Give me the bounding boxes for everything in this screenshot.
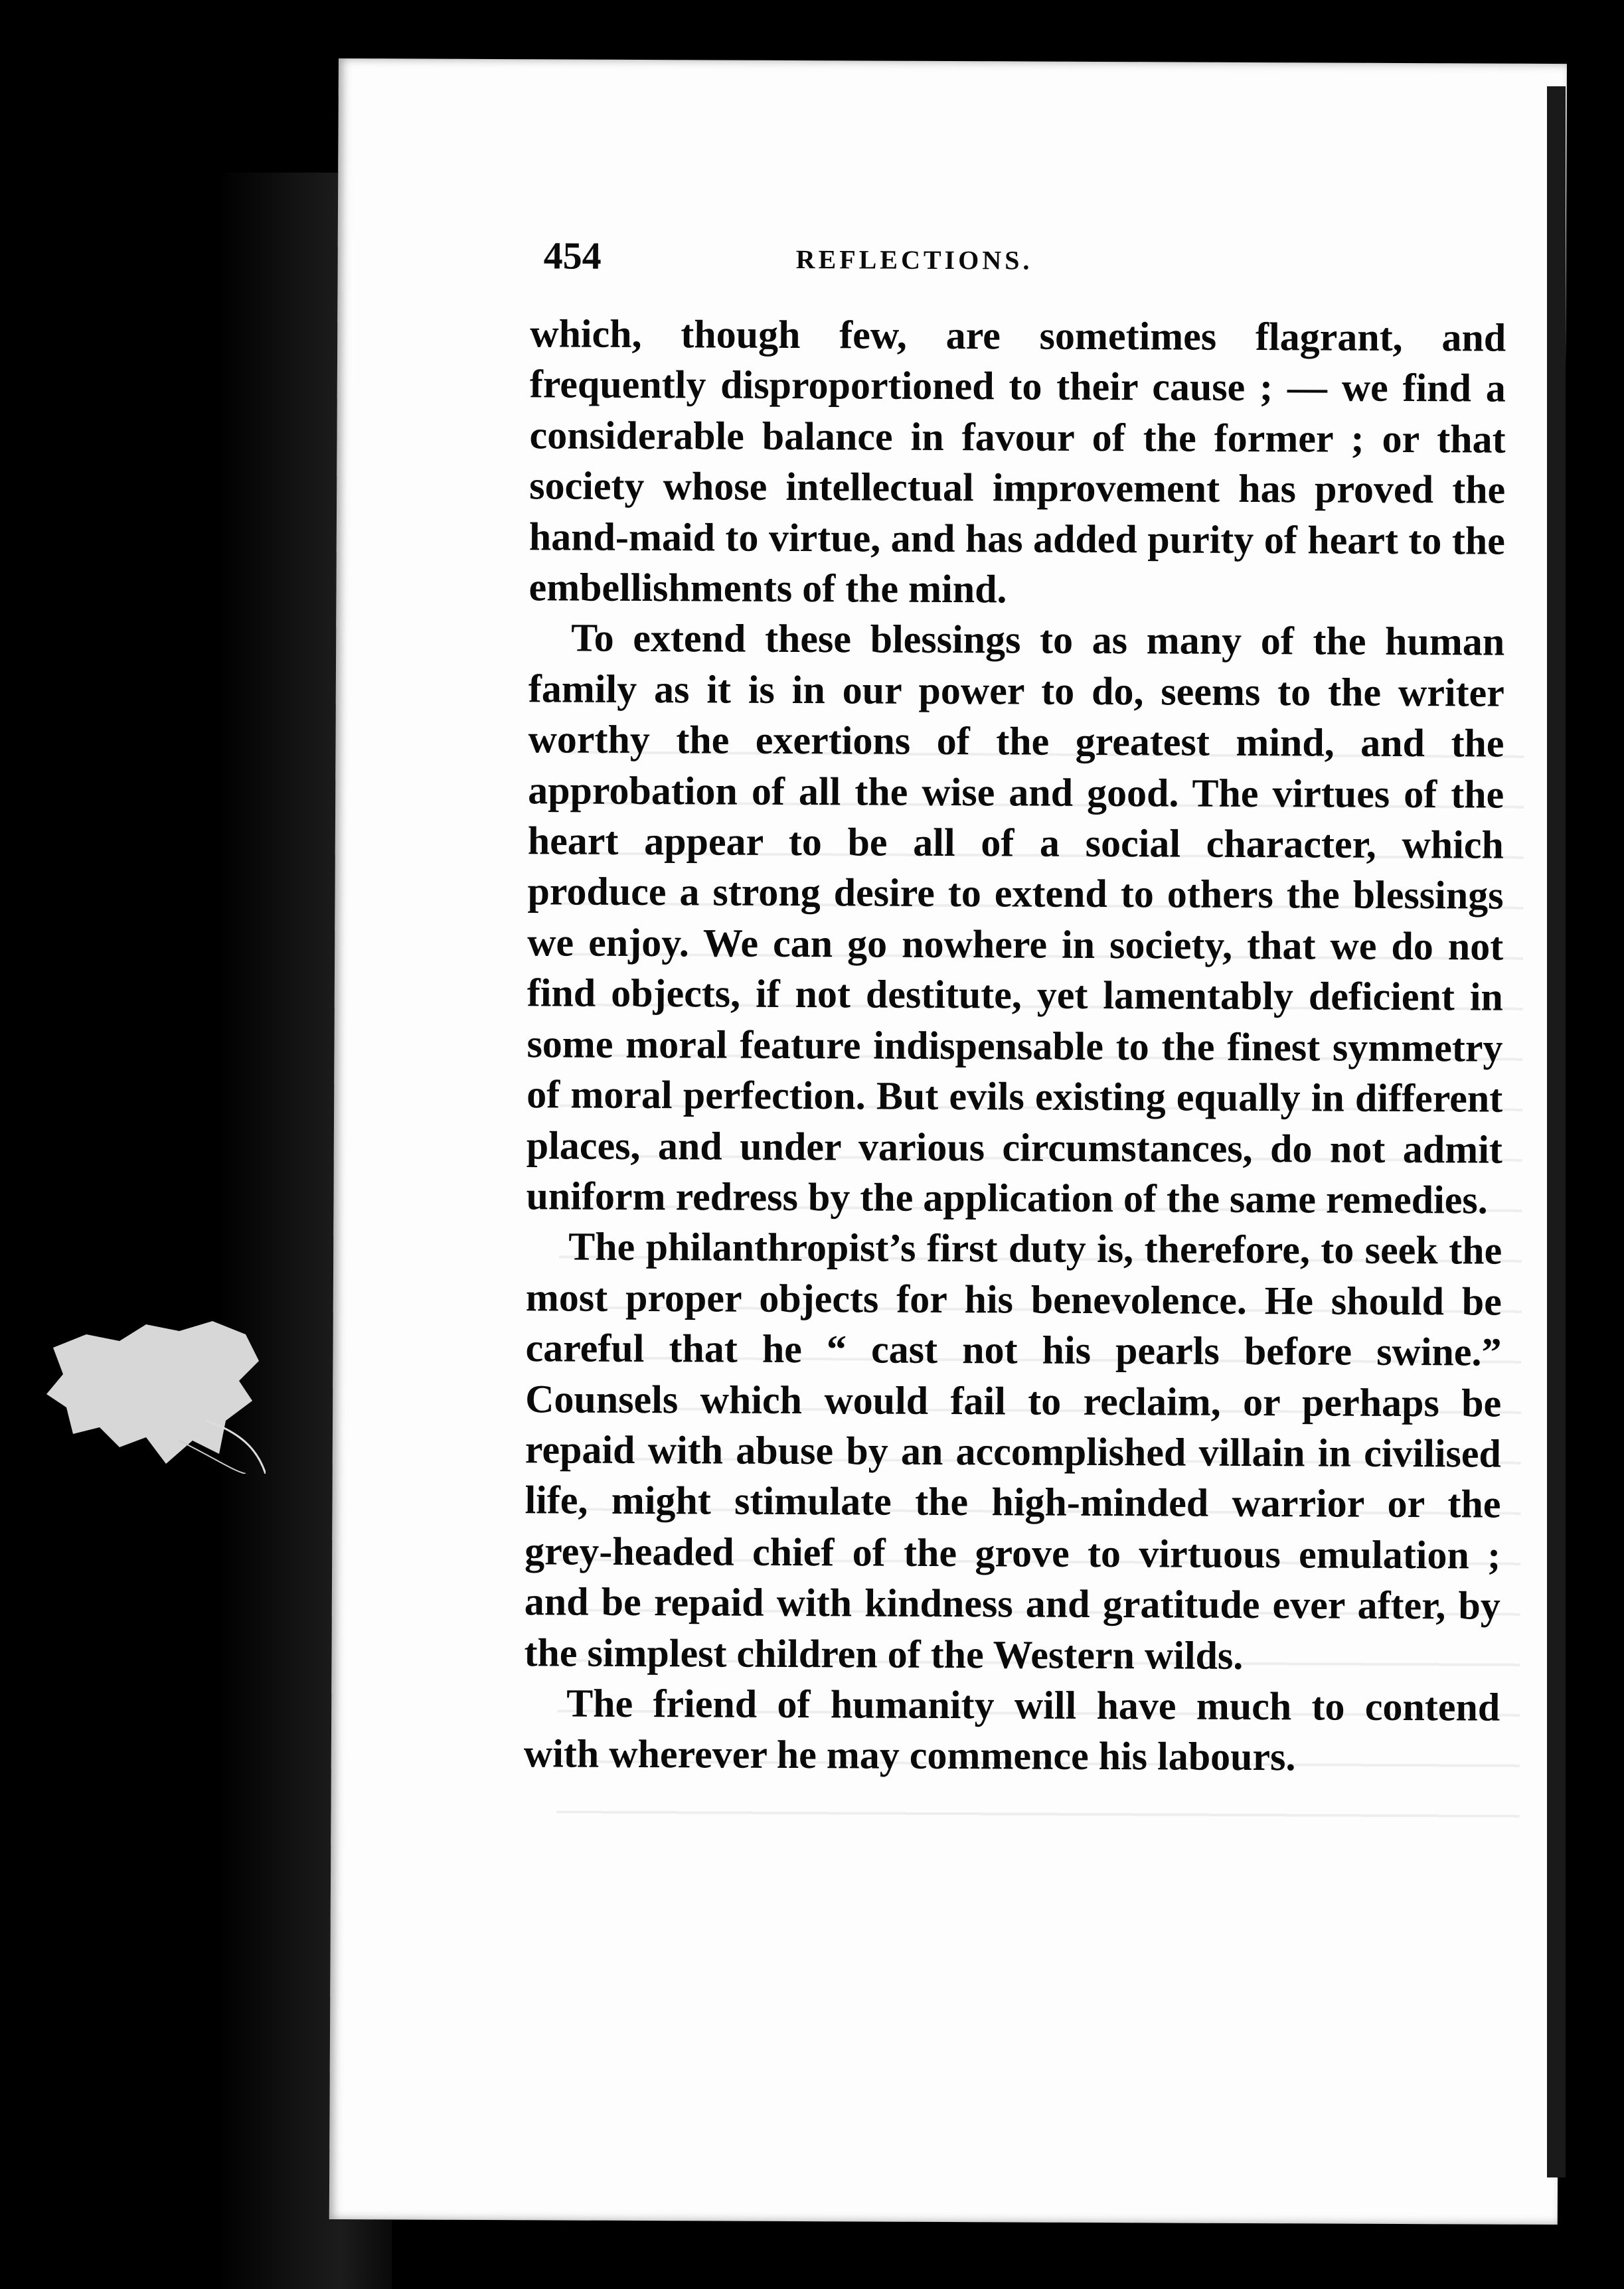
page-right-edge bbox=[1547, 86, 1566, 2177]
paragraph-3: The philanthropist’s first duty is, therefore, to seek the most proper objects for his benevolence. He should be careful that he “ cast not his pearls before swine.” Counsels which would fail to reclaim, or perhaps be repaid with abuse by an accomplished villain in civilised life, might stimulate the high-minded warrior or the grey-headed chief of the grove to virtuous emulation ; and be repaid with kindness and gratitude ever after, by the simplest children of the Western wilds. bbox=[524, 1224, 1502, 1678]
page-number: 454 bbox=[543, 234, 602, 277]
torn-paper-fragment bbox=[46, 1321, 266, 1474]
book-page bbox=[329, 58, 1567, 2225]
paragraph-2: To extend these blessings to as many of the human family as it is in our power to do, seems to the writer worthy the exertions of the greatest mind, and the approbation of all the wise and good. The virtues of the heart appear to be all of a social character, which produce a strong desire to extend to others the blessings we enjoy. We can go nowhere in society, that we do not find objects, if not destitute, yet lamentably deficient in some moral feature indispensable to the finest symmetry of moral perfection. But evils existing equally in different places, and under various circumstances, do not admit uniform redress by the application of the same remedies. bbox=[526, 615, 1505, 1222]
page-body bbox=[524, 308, 1506, 1783]
paragraph-4: The friend of humanity will have much to contend with wherever he may commence his labours. bbox=[523, 1681, 1501, 1779]
page-header bbox=[543, 233, 1493, 317]
paragraph-1: which, though few, are sometimes flagrant, and frequently disproportioned to their cause ; — we find a considerable balance in favour of the former ; or that society whose intellectual improvement has proved the hand-maid to virtue, and has added purity of heart to the embellishments of the mind. bbox=[528, 311, 1506, 611]
running-head: REFLECTIONS. bbox=[795, 244, 1033, 276]
